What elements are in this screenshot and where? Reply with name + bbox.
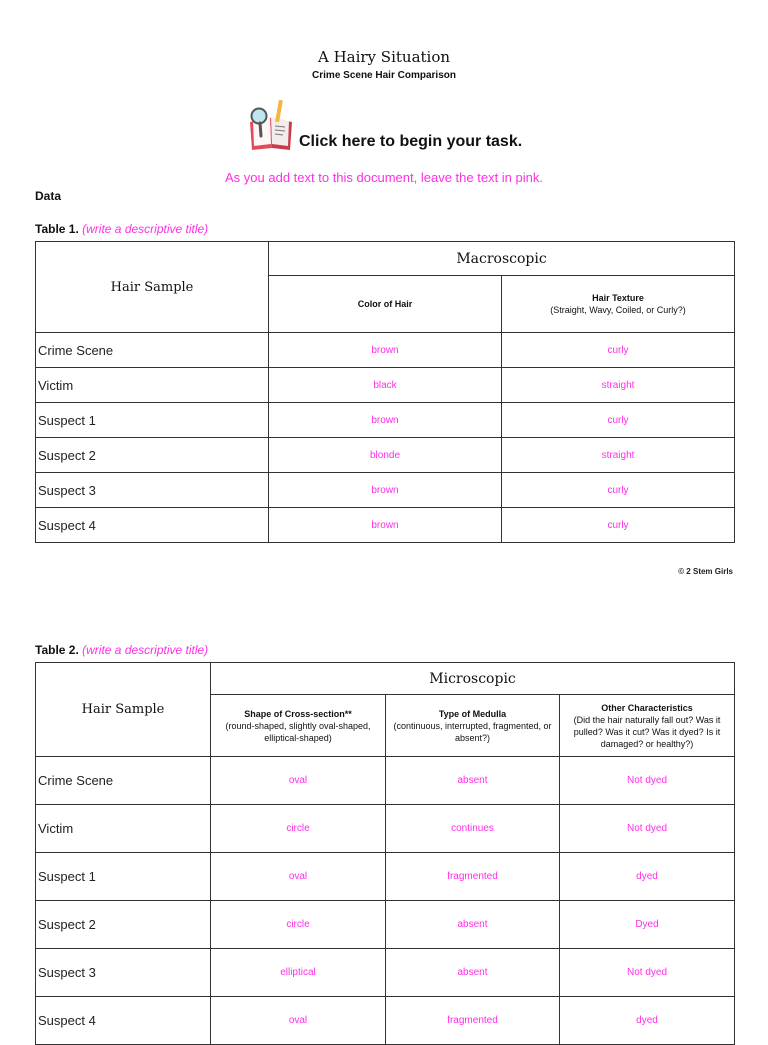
table-cell[interactable]: blonde — [269, 438, 502, 473]
table-row — [36, 473, 735, 508]
copyright-notice: © 2 Stem Girls — [678, 567, 733, 576]
table-cell[interactable]: Not dyed — [560, 949, 735, 997]
table-cell[interactable]: dyed — [560, 853, 735, 901]
table-cell[interactable]: curly — [502, 403, 735, 438]
table2-col-other-note: (Did the hair naturally fall out? Was it pulled? Was it cut? Was it dyed? Is it damaged? or healthy?) — [573, 714, 721, 749]
table1-group-header: Macroscopic — [269, 242, 735, 276]
table2-group-header: Microscopic — [211, 663, 735, 695]
table-cell[interactable]: brown — [269, 473, 502, 508]
table-cell[interactable]: Not dyed — [560, 805, 735, 853]
table2-col-cross-section — [211, 695, 386, 757]
table-cell[interactable]: absent — [386, 901, 560, 949]
table2-col-other-title: Other Characteristics — [601, 702, 693, 713]
table2-sample-header: Hair Sample — [36, 663, 211, 757]
table-cell[interactable]: absent — [386, 949, 560, 997]
pink-text-note: As you add text to this document, leave the text in pink. — [225, 170, 543, 185]
table-cell[interactable]: oval — [211, 997, 386, 1045]
table-row — [36, 949, 735, 997]
table-cell[interactable]: circle — [211, 901, 386, 949]
table-cell[interactable]: elliptical — [211, 949, 386, 997]
table-cell[interactable]: Not dyed — [560, 757, 735, 805]
document-title: A Hairy Situation — [317, 48, 451, 66]
table-row — [36, 368, 735, 403]
microscopic-table — [35, 662, 735, 1045]
table-cell[interactable]: brown — [269, 508, 502, 543]
table-row — [36, 853, 735, 901]
macroscopic-table — [35, 241, 735, 543]
row-label: Suspect 4 — [36, 997, 211, 1045]
table-cell[interactable]: curly — [502, 333, 735, 368]
table2-col-medulla-title: Type of Medulla — [438, 708, 507, 719]
table-cell[interactable]: dyed — [560, 997, 735, 1045]
table1-col-color-title: Color of Hair — [357, 299, 413, 309]
table-cell[interactable]: curly — [502, 508, 735, 543]
table-row — [36, 757, 735, 805]
row-label: Suspect 3 — [36, 473, 269, 508]
table1-caption — [35, 222, 208, 236]
table-row — [36, 438, 735, 473]
row-label: Suspect 2 — [36, 901, 211, 949]
table1-caption-hint[interactable]: (write a descriptive title) — [82, 222, 209, 236]
table1-caption-label: Table 1. — [35, 222, 79, 236]
table1-col-texture-note: (Straight, Wavy, Coiled, or Curly?) — [550, 305, 686, 315]
table1-col-texture-title: Hair Texture — [592, 293, 644, 303]
begin-task-link[interactable]: Click here to begin your task. — [299, 133, 523, 150]
table-cell[interactable]: brown — [269, 403, 502, 438]
data-heading: Data — [35, 189, 62, 203]
table1-col-texture — [502, 276, 735, 333]
row-label: Suspect 4 — [36, 508, 269, 543]
table2-col-other — [560, 695, 735, 757]
table-cell[interactable]: black — [269, 368, 502, 403]
table2-caption-hint[interactable]: (write a descriptive title) — [82, 643, 209, 657]
table-cell[interactable]: absent — [386, 757, 560, 805]
table2-col-medulla — [386, 695, 560, 757]
table-cell[interactable]: Dyed — [560, 901, 735, 949]
table-row — [36, 997, 735, 1045]
row-label: Suspect 1 — [36, 403, 269, 438]
table-cell[interactable]: continues — [386, 805, 560, 853]
table-cell[interactable]: oval — [211, 757, 386, 805]
table-row — [36, 508, 735, 543]
row-label: Suspect 3 — [36, 949, 211, 997]
table-cell[interactable]: fragmented — [386, 853, 560, 901]
table-cell[interactable]: oval — [211, 853, 386, 901]
table2-col-medulla-note: (continuous, interrupted, fragmented, or absent?) — [393, 720, 552, 743]
book-magnifier-icon[interactable] — [246, 98, 298, 152]
row-label: Suspect 2 — [36, 438, 269, 473]
table-cell[interactable]: curly — [502, 473, 735, 508]
table-cell[interactable]: fragmented — [386, 997, 560, 1045]
table2-col-cross-section-note: (round-shaped, slightly oval-shaped, elliptical-shaped) — [225, 720, 371, 743]
table2-caption — [35, 643, 208, 657]
table2-col-cross-section-title: Shape of Cross-section** — [244, 708, 352, 719]
row-label: Crime Scene — [36, 757, 211, 805]
table-row — [36, 333, 735, 368]
document-subtitle: Crime Scene Hair Comparison — [312, 70, 456, 81]
table-row — [36, 901, 735, 949]
table-row — [36, 403, 735, 438]
table1-col-color — [269, 276, 502, 333]
table-cell[interactable]: straight — [502, 368, 735, 403]
row-label: Victim — [36, 805, 211, 853]
row-label: Crime Scene — [36, 333, 269, 368]
table-cell[interactable]: brown — [269, 333, 502, 368]
row-label: Victim — [36, 368, 269, 403]
row-label: Suspect 1 — [36, 853, 211, 901]
table-cell[interactable]: circle — [211, 805, 386, 853]
table-cell[interactable]: straight — [502, 438, 735, 473]
table-row — [36, 805, 735, 853]
table2-caption-label: Table 2. — [35, 643, 79, 657]
table1-sample-header: Hair Sample — [36, 242, 269, 333]
